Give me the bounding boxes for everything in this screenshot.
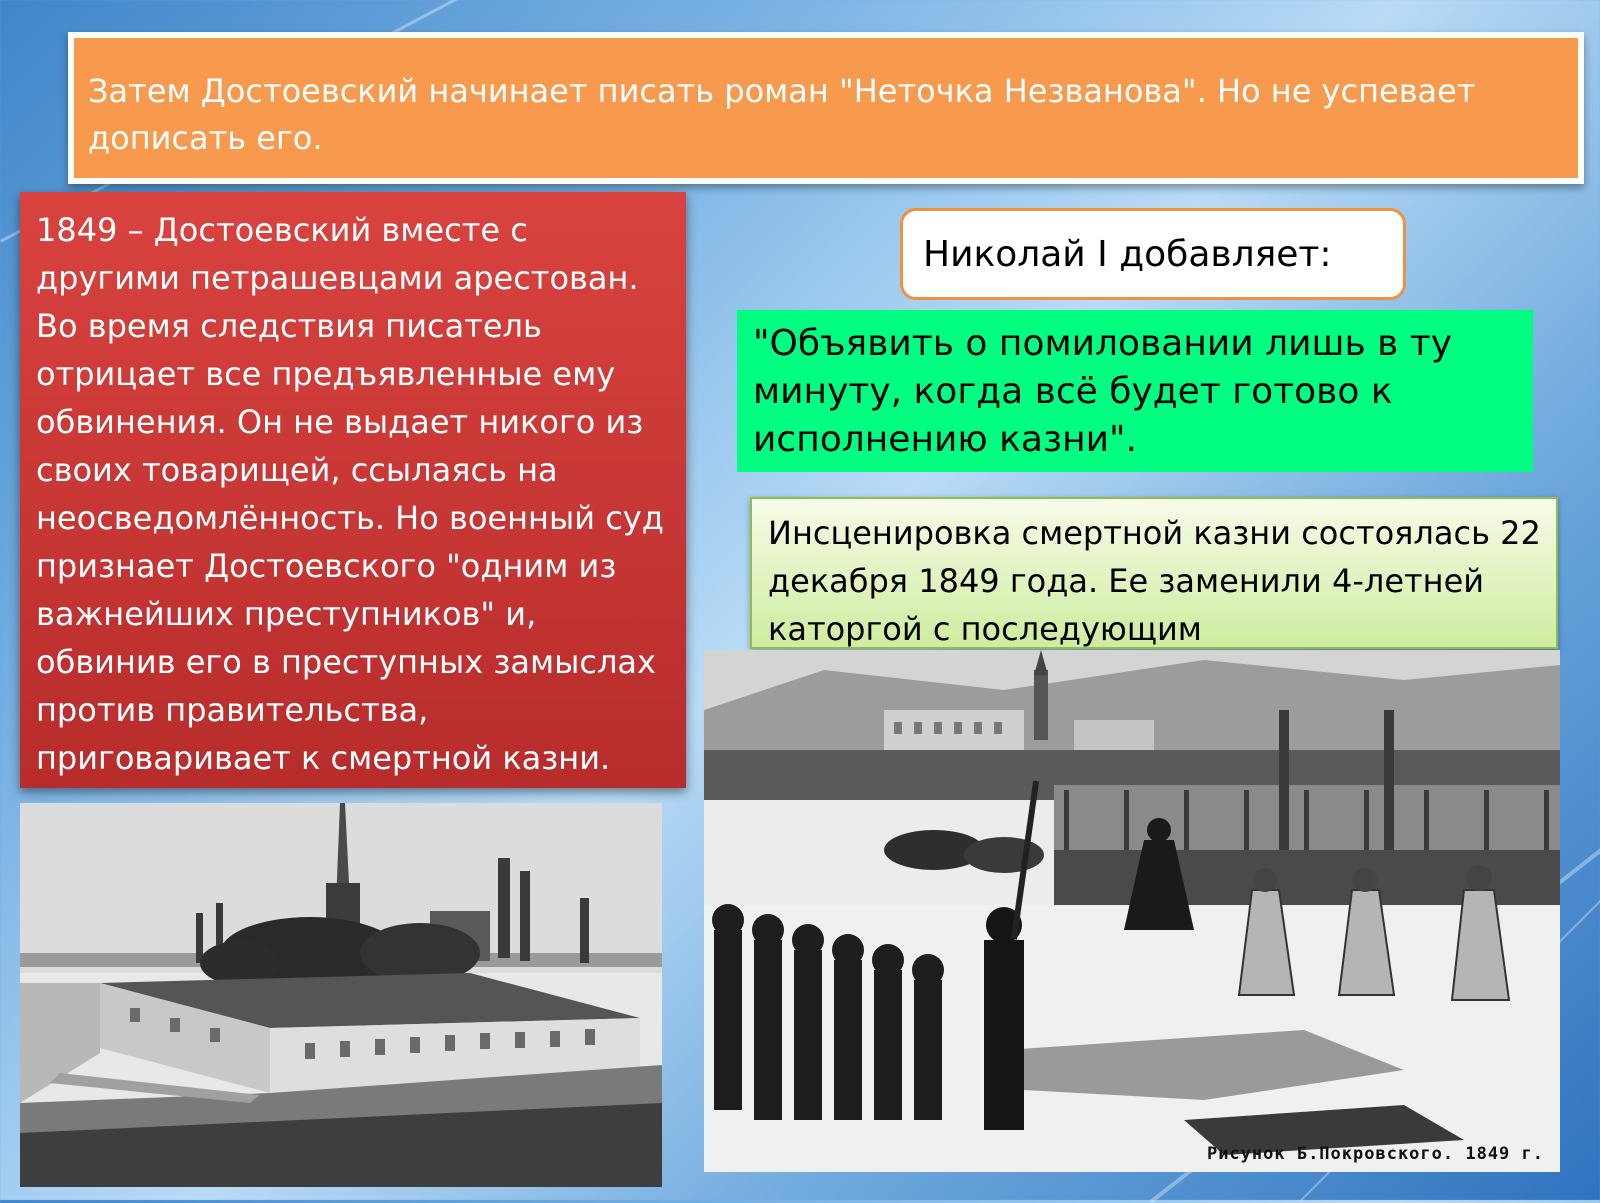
execution-drawing: [704, 650, 1560, 1172]
quote-text: "Объявить о помиловании лишь в ту минуту, когда всё будет готово к исполнению казни".: [753, 323, 1453, 460]
nicholas-label-box: [900, 208, 1406, 300]
intro-text-box: [68, 32, 1584, 184]
illustration-caption: Рисунок Б.Покровского. 1849 г.: [1206, 1144, 1544, 1164]
staging-text: Инсценировка смертной казни состоялась 22 декабря 1849 года. Ее заменили 4-летней каторгой с последующим: [768, 514, 1541, 648]
arrest-text-box: [20, 192, 686, 788]
nicholas-label: Николай I добавляет:: [923, 234, 1332, 275]
fortress-photo: [20, 803, 662, 1187]
intro-text: Затем Достоевский начинает писать роман "Неточка Незванова". Но не успевает дописать его.: [88, 72, 1476, 157]
staging-text-box: [750, 497, 1558, 649]
fortress-drawing: [20, 803, 662, 1187]
arrest-text: 1849 – Достоевский вместе с другими петрашевцами арестован. Во время следствия писатель отрицает все предъявленные ему обвинения. Он не выдает никого из своих товарищей, ссылаясь на неосведомлённость. Но военный суд признает Достоевского "одним из важнейших преступников" и, обвинив его в преступных замыслах против правительства, приговаривает к смертной казни.: [36, 211, 664, 777]
execution-illustration: [704, 650, 1560, 1172]
quote-box: [737, 310, 1533, 472]
